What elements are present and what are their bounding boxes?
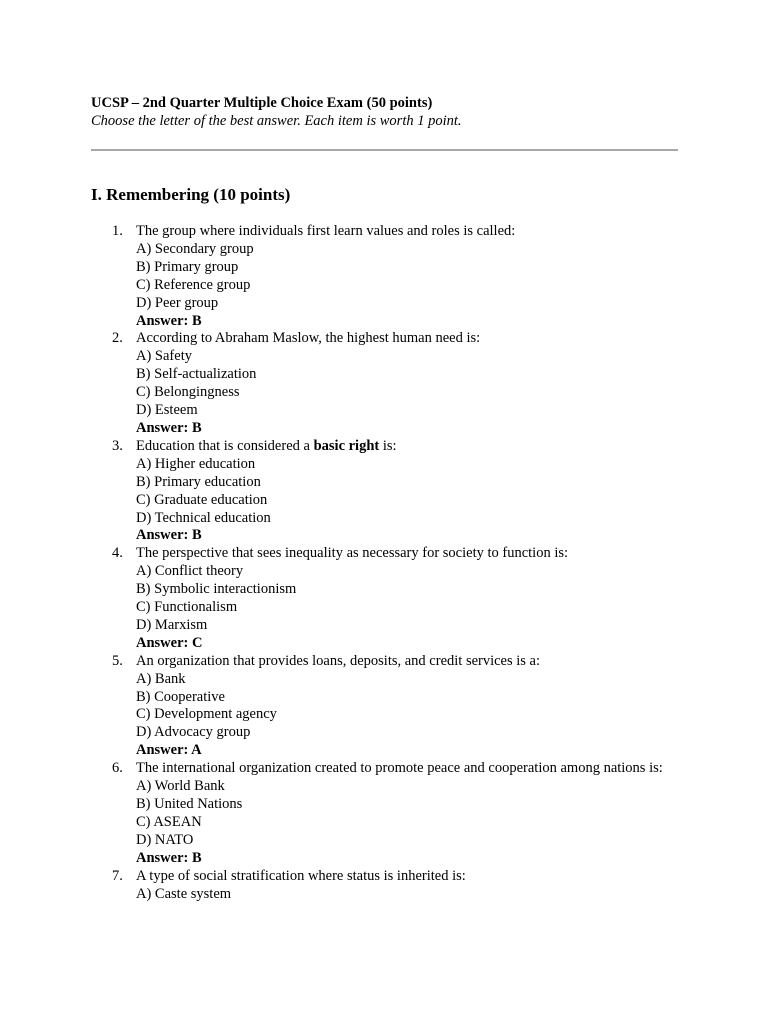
question-text: A type of social stratification where status is inherited is: — [136, 867, 466, 884]
question-number: 5. — [112, 652, 123, 669]
answer-key: Answer: B — [136, 527, 202, 544]
option-c: C) Belongingness — [136, 384, 240, 401]
answer-key: Answer: C — [136, 634, 203, 651]
question-text-end: is: — [379, 437, 397, 454]
option-c: C) Functionalism — [136, 599, 238, 616]
question-item — [91, 223, 678, 330]
question-text: An organization that provides loans, deposits, and credit services is a: — [136, 652, 541, 669]
exam-title: UCSP – 2nd Quarter Multiple Choice Exam (50 points) — [91, 95, 433, 111]
question-number: 6. — [112, 760, 123, 777]
divider — [91, 149, 678, 151]
option-c: C) Development agency — [136, 706, 277, 723]
question-item — [91, 868, 678, 904]
question-number: 4. — [112, 545, 123, 562]
option-a: A) Bank — [136, 670, 186, 687]
question-text: The perspective that sees inequality as necessary for society to function is: — [136, 545, 569, 562]
question-number: 3. — [112, 437, 123, 454]
answer-key: Answer: B — [136, 849, 202, 866]
question-text-start: Education that is considered a — [136, 437, 314, 454]
exam-page — [91, 94, 678, 903]
option-b: B) Self-actualization — [136, 366, 257, 383]
option-b: B) Cooperative — [136, 688, 225, 705]
question-number: 2. — [112, 330, 123, 347]
question-text: According to Abraham Maslow, the highest human need is: — [136, 330, 481, 347]
option-a: A) Secondary group — [136, 240, 254, 257]
option-b: B) Primary education — [136, 473, 261, 490]
question-item — [91, 760, 678, 867]
option-a: A) Higher education — [136, 455, 256, 472]
question-number: 7. — [112, 867, 123, 884]
option-d: D) NATO — [136, 831, 194, 848]
section-heading: I. Remembering (10 points) — [91, 185, 291, 204]
option-c: C) Reference group — [136, 276, 251, 293]
option-d: D) Technical education — [136, 509, 271, 526]
answer-key: Answer: B — [136, 419, 202, 436]
answer-key: Answer: B — [136, 312, 202, 329]
option-d: D) Marxism — [136, 616, 208, 633]
answer-key: Answer: A — [136, 742, 202, 759]
option-b: B) Symbolic interactionism — [136, 581, 297, 598]
question-text — [136, 438, 678, 456]
exam-instructions: Choose the letter of the best answer. Each item is worth 1 point. — [91, 113, 462, 129]
option-a: A) World Bank — [136, 778, 225, 795]
option-d: D) Advocacy group — [136, 724, 251, 741]
question-list — [91, 223, 678, 903]
question-number: 1. — [112, 223, 123, 239]
option-d: D) Peer group — [136, 294, 219, 311]
question-text: The international organization created to promote peace and cooperation among nations is: — [136, 760, 663, 777]
question-item — [91, 653, 678, 760]
option-b: B) Primary group — [136, 258, 239, 275]
option-a: A) Caste system — [136, 885, 232, 902]
option-a: A) Conflict theory — [136, 563, 244, 580]
option-a: A) Safety — [136, 348, 192, 365]
option-c: C) ASEAN — [136, 813, 202, 830]
option-c: C) Graduate education — [136, 491, 268, 508]
question-item — [91, 545, 678, 652]
option-d: D) Esteem — [136, 402, 198, 419]
question-text: The group where individuals first learn values and roles is called: — [136, 223, 516, 239]
question-text-emphasis: basic right — [313, 437, 380, 454]
question-item — [91, 330, 678, 437]
option-b: B) United Nations — [136, 796, 243, 812]
question-item — [91, 438, 678, 545]
